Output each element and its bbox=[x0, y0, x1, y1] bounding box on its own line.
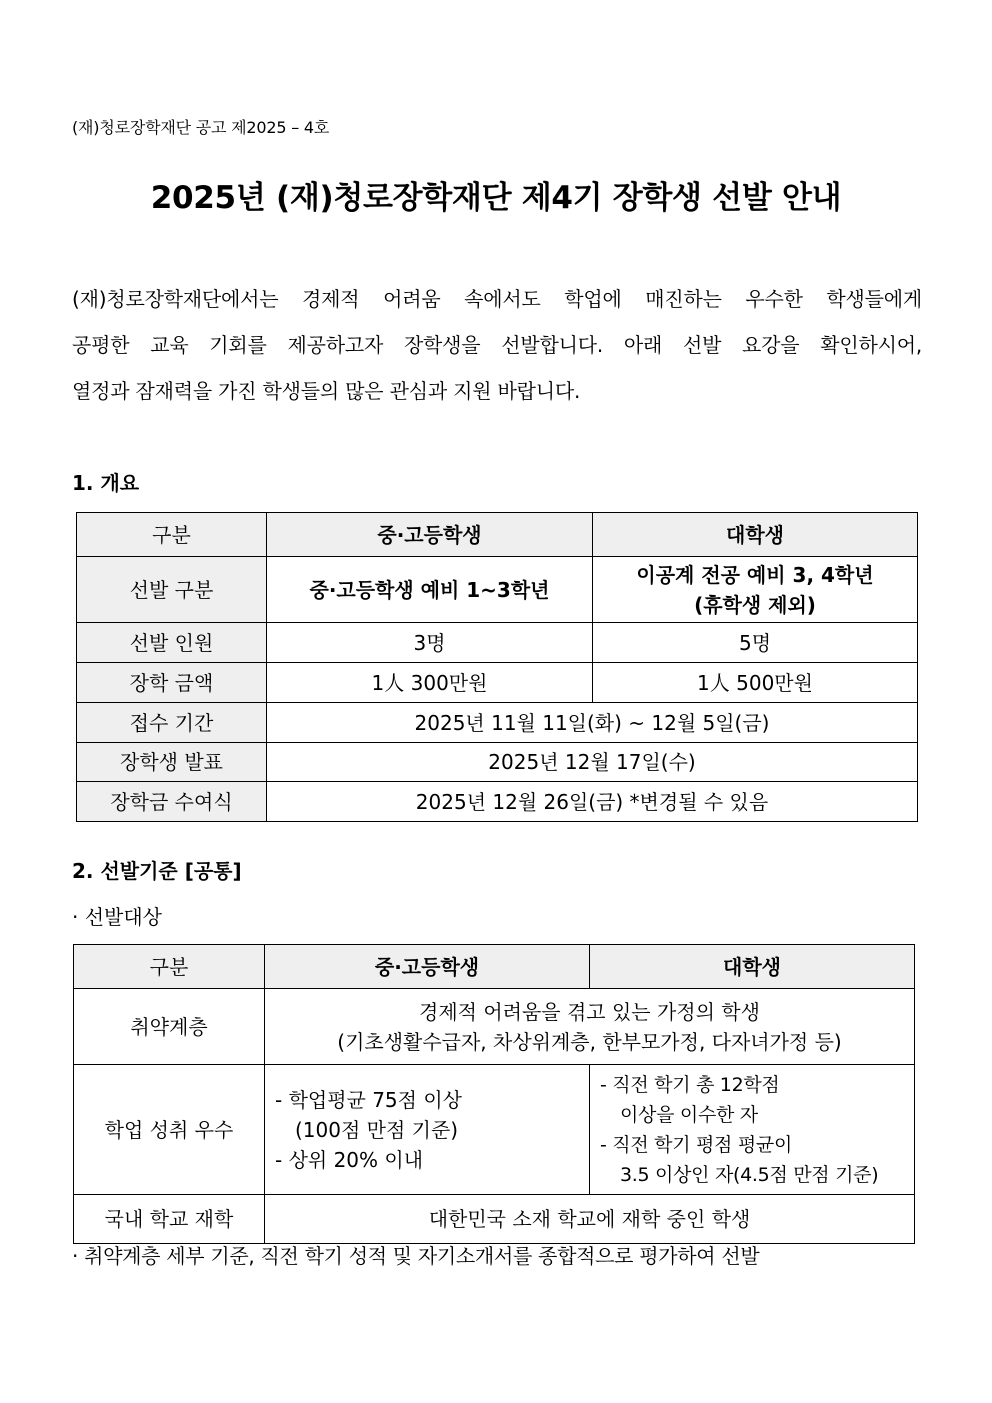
section-1-heading: 1. 개요 bbox=[72, 471, 140, 495]
table-row bbox=[74, 989, 915, 1065]
overview-table bbox=[76, 512, 918, 822]
table-header-row bbox=[74, 945, 915, 989]
table-row bbox=[77, 557, 918, 623]
cell-value: 3명 bbox=[267, 623, 593, 663]
header-middle-high: 중·고등학생 bbox=[265, 945, 590, 989]
subheading-target: · 선발대상 bbox=[72, 905, 162, 929]
notice-number: (재)청로장학재단 공고 제2025 – 4호 bbox=[72, 118, 330, 137]
row-label: 장학 금액 bbox=[77, 663, 267, 703]
intro-paragraph bbox=[72, 283, 922, 421]
footnote: · 취약계층 세부 기준, 직전 학기 성적 및 자기소개서를 종합적으로 평가하여 선발 bbox=[72, 1244, 760, 1268]
table-row bbox=[77, 623, 918, 663]
row-label: 접수 기간 bbox=[77, 703, 267, 743]
table-row bbox=[77, 663, 918, 703]
intro-line: 열정과 잠재력을 가진 학생들의 많은 관심과 지원 바랍니다. bbox=[72, 379, 581, 403]
cell-line: - 학업평균 75점 이상 bbox=[275, 1087, 462, 1112]
cell-line: - 직전 학기 총 12학점 bbox=[600, 1073, 780, 1096]
cell-value: 2025년 11월 11일(화) ~ 12월 5일(금) bbox=[267, 703, 918, 743]
cell-line: 이공계 전공 예비 3, 4학년 bbox=[636, 562, 874, 587]
table-header-row bbox=[77, 513, 918, 557]
cell-value: 1人 300만원 bbox=[267, 663, 593, 703]
table-row bbox=[77, 782, 918, 822]
table-row bbox=[74, 1065, 915, 1195]
header-middle-high: 중·고등학생 bbox=[267, 513, 593, 557]
row-label: 장학금 수여식 bbox=[77, 782, 267, 822]
row-label: 취약계층 bbox=[74, 989, 265, 1065]
intro-line: (재)청로장학재단에서는 경제적 어려움 속에서도 학업에 매진하는 우수한 학생들에게 bbox=[72, 287, 922, 311]
cell-line: - 상위 20% 이내 bbox=[275, 1147, 424, 1172]
section-2-heading: 2. 선발기준 [공통] bbox=[72, 859, 242, 883]
cell-line: (기초생활수급자, 차상위계층, 한부모가정, 다자녀가정 등) bbox=[337, 1029, 842, 1054]
cell-value: 2025년 12월 26일(금) *변경될 수 있음 bbox=[267, 782, 918, 822]
cell-line: 경제적 어려움을 겪고 있는 가정의 학생 bbox=[419, 999, 760, 1024]
cell-value bbox=[265, 1065, 590, 1195]
cell-line: 이상을 이수한 자 bbox=[620, 1103, 758, 1126]
table-row bbox=[74, 1195, 915, 1244]
header-category: 구분 bbox=[77, 513, 267, 557]
row-label: 장학생 발표 bbox=[77, 743, 267, 782]
cell-value: 대한민국 소재 학교에 재학 중인 학생 bbox=[265, 1195, 915, 1244]
header-university: 대학생 bbox=[590, 945, 915, 989]
cell-value: 5명 bbox=[593, 623, 918, 663]
row-label: 선발 구분 bbox=[77, 557, 267, 623]
page-title: 2025년 (재)청로장학재단 제4기 장학생 선발 안내 bbox=[150, 180, 842, 216]
cell-value bbox=[265, 989, 915, 1065]
cell-value: 중·고등학생 예비 1~3학년 bbox=[267, 557, 593, 623]
cell-value: 1人 500만원 bbox=[593, 663, 918, 703]
criteria-table bbox=[73, 944, 915, 1244]
row-label: 국내 학교 재학 bbox=[74, 1195, 265, 1244]
cell-value bbox=[590, 1065, 915, 1195]
cell-line: (휴학생 제외) bbox=[694, 592, 816, 617]
cell-line: 3.5 이상인 자(4.5점 만점 기준) bbox=[620, 1163, 879, 1186]
intro-line: 공평한 교육 기회를 제공하고자 장학생을 선발합니다. 아래 선발 요강을 확인하시어, bbox=[72, 333, 922, 357]
cell-value: 2025년 12월 17일(수) bbox=[267, 743, 918, 782]
row-label: 선발 인원 bbox=[77, 623, 267, 663]
cell-line: - 직전 학기 평점 평균이 bbox=[600, 1133, 793, 1156]
table-row bbox=[77, 743, 918, 782]
header-university: 대학생 bbox=[593, 513, 918, 557]
cell-line: (100점 만점 기준) bbox=[295, 1117, 459, 1142]
cell-value bbox=[593, 557, 918, 623]
header-category: 구분 bbox=[74, 945, 265, 989]
row-label: 학업 성취 우수 bbox=[74, 1065, 265, 1195]
table-row bbox=[77, 703, 918, 743]
